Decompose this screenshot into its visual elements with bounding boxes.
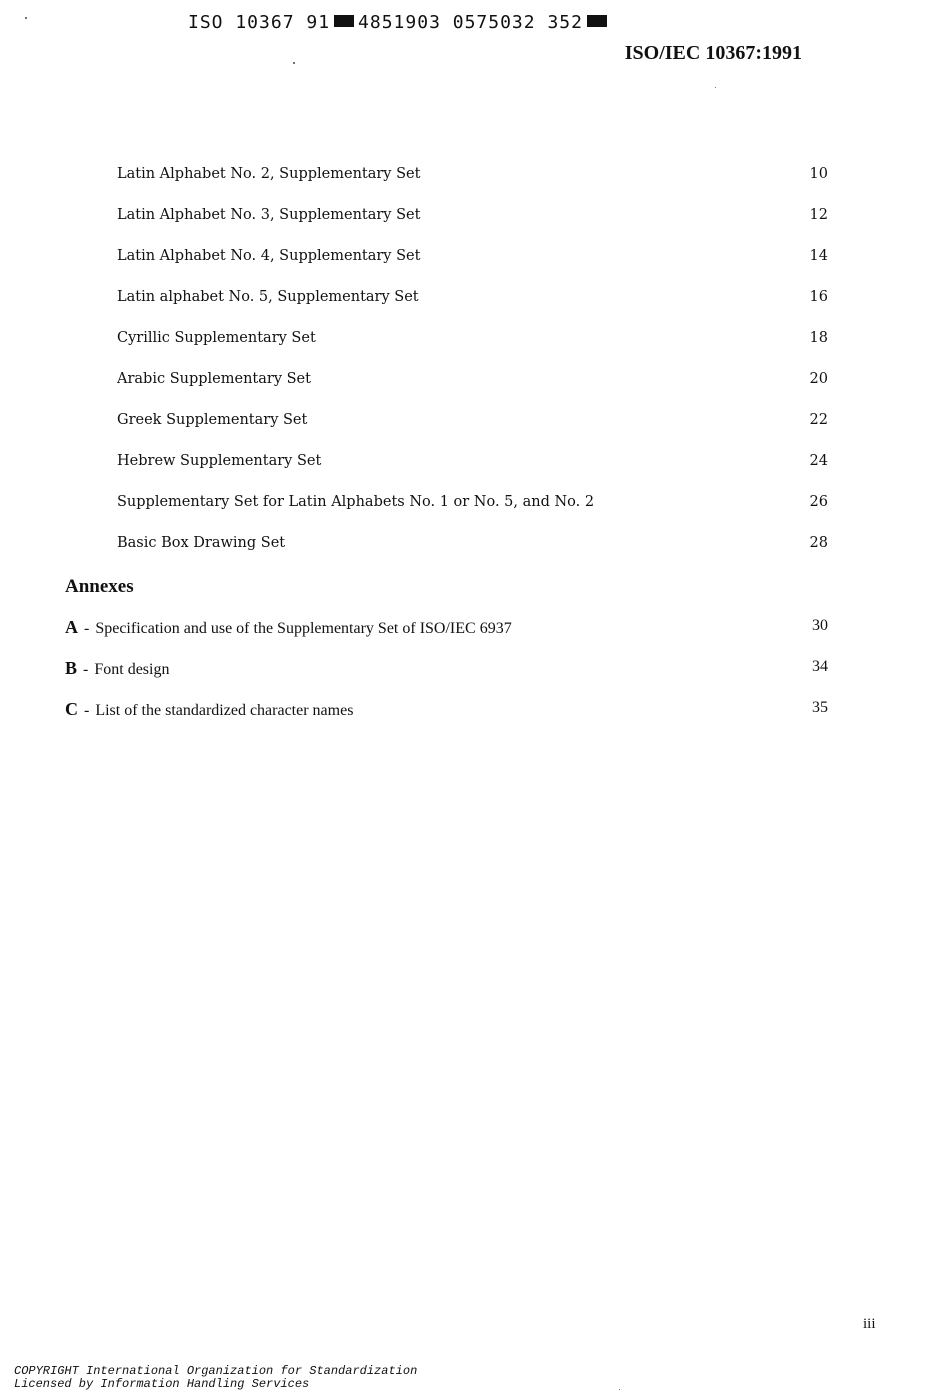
annex-entry — [65, 658, 828, 680]
barcode-code-1: ISO 10367 91 — [188, 12, 331, 33]
annex-page: 35 — [812, 699, 828, 716]
toc-entry-title: Latin Alphabet No. 4, Supplementary Set — [117, 248, 421, 264]
annex-separator: - — [83, 661, 89, 678]
toc-entry-title: Hebrew Supplementary Set — [117, 453, 322, 469]
toc-entry-title: Greek Supplementary Set — [117, 412, 308, 428]
scan-speck — [715, 87, 716, 88]
barcode-block — [334, 15, 354, 27]
toc-entry-page: 20 — [809, 371, 828, 387]
license-line: Licensed by Information Handling Services — [14, 1377, 310, 1391]
annex-title: Specification and use of the Supplementary Set of ISO/IEC 6937 — [95, 620, 512, 637]
annex-letter: A — [65, 617, 78, 637]
page-number: iii — [863, 1316, 876, 1332]
annex-separator: - — [84, 620, 90, 637]
toc-entry-page: 14 — [809, 248, 828, 264]
annexes-heading: Annexes — [65, 576, 134, 597]
toc-entry — [117, 494, 828, 516]
annex-title: Font design — [94, 661, 170, 678]
annex-page: 30 — [812, 617, 828, 634]
scan-speck — [25, 17, 27, 19]
annex-title: List of the standardized character names — [95, 702, 354, 719]
toc-entry-page: 10 — [809, 166, 828, 182]
toc-entry-page: 28 — [809, 535, 828, 551]
annex-entry — [65, 699, 828, 721]
toc-entry — [117, 166, 828, 188]
scan-speck — [293, 62, 295, 64]
toc-entry — [117, 371, 828, 393]
toc-entry-title: Basic Box Drawing Set — [117, 535, 286, 551]
toc-entry — [117, 330, 828, 352]
toc-entry — [117, 412, 828, 434]
annex-entry — [65, 617, 828, 639]
toc-entry-page: 12 — [809, 207, 828, 223]
toc-entry-title: Supplementary Set for Latin Alphabets No. 1 or No. 5, and No. 2 — [117, 494, 595, 510]
toc-entry-title: Latin Alphabet No. 2, Supplementary Set — [117, 166, 421, 182]
toc-entry — [117, 289, 828, 311]
toc-entry-page: 22 — [809, 412, 828, 428]
barcode-code-2: 4851903 0575032 352 — [358, 12, 583, 33]
toc-entry-title: Arabic Supplementary Set — [117, 371, 311, 387]
annex-page: 34 — [812, 658, 828, 675]
toc-entry — [117, 207, 828, 229]
toc-entry — [117, 248, 828, 270]
document-id: ISO/IEC 10367:1991 — [624, 42, 802, 64]
barcode-header — [188, 12, 611, 33]
copyright-line: COPYRIGHT International Organization for Standardization — [14, 1364, 418, 1378]
toc-entry-page: 26 — [809, 494, 828, 510]
toc-entry-page: 18 — [809, 330, 828, 346]
toc-entry — [117, 453, 828, 475]
scan-speck — [619, 1389, 620, 1390]
toc-entry-title: Cyrillic Supplementary Set — [117, 330, 316, 346]
toc-entry-page: 24 — [809, 453, 828, 469]
barcode-block — [587, 15, 607, 27]
toc-entry-title: Latin Alphabet No. 3, Supplementary Set — [117, 207, 421, 223]
toc-entry — [117, 535, 828, 557]
toc-entry-page: 16 — [809, 289, 828, 305]
toc-entry-title: Latin alphabet No. 5, Supplementary Set — [117, 289, 419, 305]
annex-letter: C — [65, 699, 78, 719]
annex-separator: - — [84, 702, 90, 719]
annex-letter: B — [65, 658, 78, 678]
copyright-notice — [14, 1365, 417, 1391]
